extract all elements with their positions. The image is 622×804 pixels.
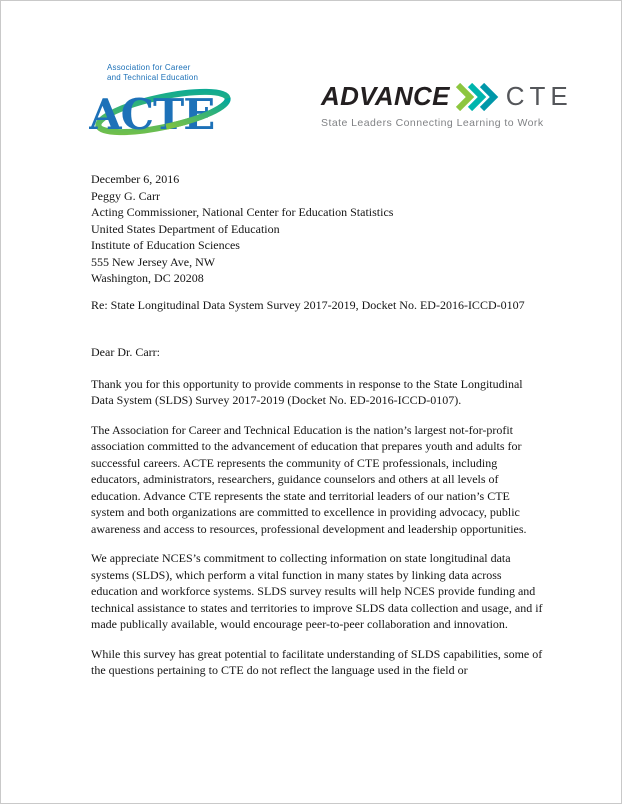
paragraph-1: Thank you for this opportunity to provide comments in response to the State Longitudinal Data System (SLDS) Survey 2017-2019 (Docket No. ED-2016-ICCD-0107). bbox=[91, 376, 523, 407]
acte-tagline bbox=[107, 63, 239, 84]
advance-tagline: State Leaders Connecting Learning to Work bbox=[321, 117, 544, 129]
recipient-org: United States Department of Education bbox=[91, 221, 280, 236]
acte-tagline-line1: Association for Career bbox=[107, 63, 191, 72]
chevrons-icon bbox=[455, 83, 501, 111]
letter-body bbox=[91, 171, 543, 692]
recipient-street: 555 New Jersey Ave, NW bbox=[91, 254, 216, 269]
advance-wordmark: ADVANCE bbox=[321, 81, 450, 111]
salutation: Dear Dr. Carr: bbox=[91, 345, 160, 359]
paragraph-3: We appreciate NCES’s commitment to collecting information on state longitudinal data systems (SLDS), which perform a vital function in many states by linking data across education and workforce systems. SLDS survey results will help NCES provide funding and technical assistance to states and territories to improve SLDS data collection and usage, and if made publically available, would encourage peer-to-peer collaboration and innovation. bbox=[91, 551, 543, 631]
recipient-dept: Institute of Education Sciences bbox=[91, 238, 240, 252]
paragraph-4: While this survey has great potential to facilitate understanding of SLDS capabilities, some of the questions pertaining to CTE do not reflect the language used in the field or bbox=[91, 646, 543, 677]
advance-cte-wordmark-row bbox=[321, 81, 573, 112]
advance-cte-logo bbox=[321, 81, 573, 129]
recipient-name: Peggy G. Carr bbox=[91, 188, 160, 203]
acte-logo bbox=[89, 63, 239, 141]
recipient-city: Washington, DC 20208 bbox=[91, 271, 204, 285]
recipient-title: Acting Commissioner, National Center for Education Statistics bbox=[91, 205, 394, 219]
paragraph-2: The Association for Career and Technical Education is the nation’s largest not-for-profit association committed to the advancement of education that prepares youth and adults for successful careers. ACTE represents the community of CTE professionals, including educators, administrators, researchers, guidance counselors and others at all levels of education. Advance CTE represents the state and territorial leaders of our nation’s CTE system and both organizations are committed to excellence in providing advocacy, public awareness and access to resources, professional development and leadership opportunities. bbox=[91, 422, 527, 536]
acte-wordmark-graphic bbox=[89, 85, 239, 141]
acte-tagline-line2: and Technical Education bbox=[107, 73, 199, 83]
letter-date: December 6, 2016 bbox=[91, 172, 180, 186]
acte-wordmark: ACTE bbox=[89, 89, 215, 139]
subject-line: Re: State Longitudinal Data System Survey 2017-2019, Docket No. ED-2016-ICCD-0107 bbox=[91, 297, 525, 312]
recipient-block bbox=[91, 188, 543, 287]
cte-wordmark: CTE bbox=[505, 81, 573, 111]
